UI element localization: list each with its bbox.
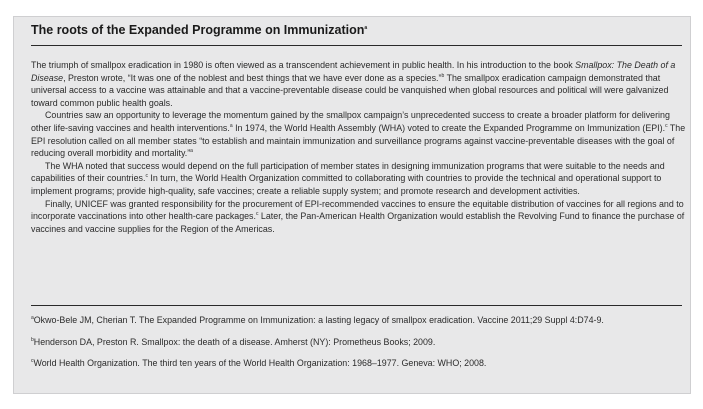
paragraph: [31, 59, 687, 109]
paragraph: [31, 160, 687, 198]
paragraph-text: The triumph of smallpox eradication in 1980 is often viewed as a transcendent achievement in public health. In his introduction to the book: [31, 60, 576, 70]
citation-mark: c: [255, 211, 259, 218]
footnote-divider: [31, 305, 682, 306]
footnote: [31, 314, 687, 327]
citation-mark: a: [229, 123, 233, 129]
paragraph: [31, 198, 687, 236]
box-body: [31, 59, 687, 235]
footnote-text: Okwo-Bele JM, Cherian T. The Expanded Programme on Immunization: a lasting legacy of smallpox eradication. Vaccine 2011;29 Suppl 4:D74-9.: [33, 315, 604, 325]
paragraph-text: Countries saw an opportunity to leverage the momentum gained by the smallpox campaign’s unprecedented success to create a broader platform for delivering other life-saving vaccines and health interventions.: [31, 110, 670, 133]
paragraph-text: The EPI resolution called on all member states “to establish and maintain immunization and surveillance programs against vaccine-preventable diseases with the goal of reducing overall morbidity and mortality.”: [31, 122, 686, 159]
footnote-text: Henderson DA, Preston R. Smallpox: the death of a disease. Amherst (NY): Prometheus Books; 2009.: [33, 336, 436, 347]
paragraph-text: The WHA noted that success would depend on the full participation of member states in designing immunization programs that were suitable to the needs and capabilities of their countries.: [31, 160, 665, 184]
box-title: The roots of the Expanded Programme on Immunization$^a$: [31, 23, 368, 37]
paragraph: [31, 109, 687, 159]
title-footnote-mark: a: [364, 24, 368, 31]
footnote-mark: a: [31, 315, 34, 322]
citation-mark: c: [665, 123, 668, 129]
sidebar-box: [13, 16, 691, 394]
footnote: [31, 357, 687, 370]
citation-mark: b: [441, 72, 445, 79]
paragraph-text: , Preston wrote, “It was one of the noblest and best things that we have ever done as a species.”: [63, 72, 442, 83]
title-divider: [31, 45, 682, 46]
footnote-text: World Health Organization. The third ten years of the World Health Organization: 1968–1977. Geneva: WHO; 2008.: [33, 358, 487, 369]
paragraph-text: In 1974, the World Health Assembly (WHA) voted to create the Expanded Programme on Immunization (EPI).: [232, 122, 666, 133]
citation-mark: a: [190, 148, 193, 155]
paragraph-text: In turn, the World Health Organization committed to collaborating with countries to provide the technical and operational support to implement programs; provide high-quality, safe vaccines; create a reliable supply system; and promote research and development activities.: [31, 173, 662, 196]
footnote-mark: c: [31, 358, 34, 365]
paragraph-text: Finally, UNICEF was granted responsibility for the procurement of EPI-recommended vaccines to ensure the equitable distribution of vaccines for all regions and to incorporate vaccinations into other health-care packages.: [31, 198, 684, 222]
paragraph-text: Later, the Pan-American Health Organization would establish the Revolving Fund to finance the purchase of vaccines and vaccine supplies for the Region of the Americas.: [31, 211, 685, 234]
footnotes: [31, 314, 687, 379]
citation-mark: c: [145, 173, 148, 180]
footnote: [31, 336, 687, 349]
footnote-mark: b: [31, 336, 34, 343]
paragraph-text: The smallpox eradication campaign demonstrated that universal access to a vaccine was attainable and that a vaccine-preventable disease could be vanquished when global resources and political will were galvanized toward common public health goals.: [31, 72, 669, 108]
book-title: Smallpox: The Death of a Disease: [31, 60, 676, 83]
